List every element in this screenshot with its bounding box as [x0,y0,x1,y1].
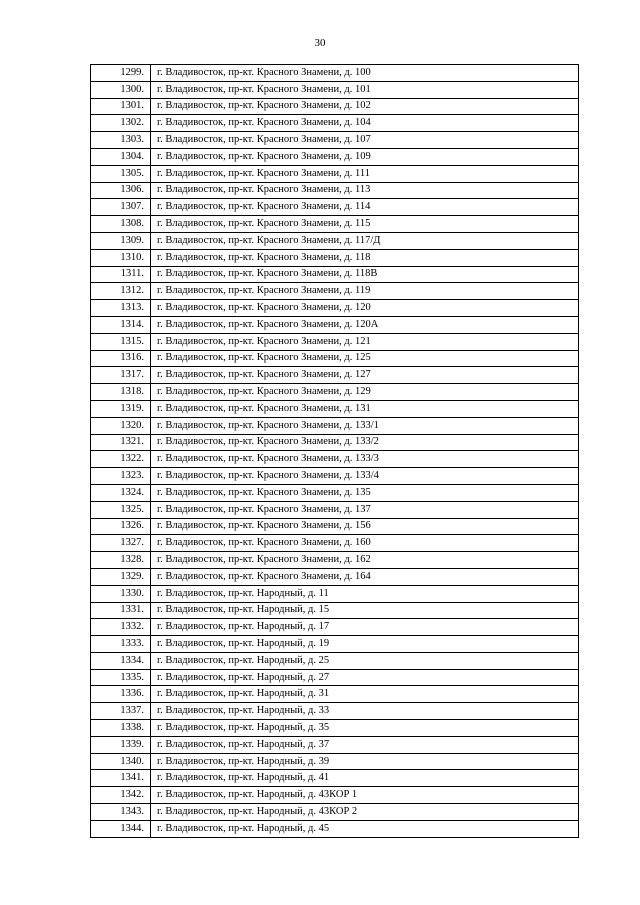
row-address: г. Владивосток, пр-кт. Народный, д. 39 [151,753,579,770]
row-address: г. Владивосток, пр-кт. Красного Знамени, д. 118В [151,266,579,283]
row-number: 1332. [91,619,151,636]
table-row [91,787,579,804]
table-row [91,518,579,535]
row-number: 1303. [91,132,151,149]
row-address: г. Владивосток, пр-кт. Красного Знамени, д. 101 [151,81,579,98]
row-number: 1334. [91,652,151,669]
row-number: 1318. [91,384,151,401]
table-row [91,484,579,501]
row-number: 1300. [91,81,151,98]
row-number: 1335. [91,669,151,686]
row-number: 1315. [91,333,151,350]
table-row [91,182,579,199]
table-row [91,283,579,300]
row-number: 1331. [91,602,151,619]
row-number: 1328. [91,552,151,569]
row-address: г. Владивосток, пр-кт. Красного Знамени, д. 131 [151,400,579,417]
table-row [91,501,579,518]
row-address: г. Владивосток, пр-кт. Красного Знамени, д. 117/Д [151,232,579,249]
table-row [91,703,579,720]
row-number: 1311. [91,266,151,283]
table-row [91,98,579,115]
row-address: г. Владивосток, пр-кт. Красного Знамени, д. 104 [151,115,579,132]
table-row [91,820,579,837]
table-row [91,266,579,283]
row-address: г. Владивосток, пр-кт. Красного Знамени, д. 125 [151,350,579,367]
row-address: г. Владивосток, пр-кт. Красного Знамени, д. 102 [151,98,579,115]
table-row [91,165,579,182]
row-address: г. Владивосток, пр-кт. Народный, д. 35 [151,720,579,737]
table-row [91,65,579,82]
row-number: 1322. [91,451,151,468]
row-number: 1301. [91,98,151,115]
table-row [91,619,579,636]
row-number: 1321. [91,434,151,451]
table-row [91,468,579,485]
row-address: г. Владивосток, пр-кт. Красного Знамени, д. 129 [151,384,579,401]
row-number: 1342. [91,787,151,804]
row-number: 1325. [91,501,151,518]
table-row [91,148,579,165]
table-row [91,316,579,333]
row-address: г. Владивосток, пр-кт. Народный, д. 33 [151,703,579,720]
table-row [91,686,579,703]
row-number: 1338. [91,720,151,737]
table-row [91,115,579,132]
row-number: 1324. [91,484,151,501]
row-address: г. Владивосток, пр-кт. Народный, д. 43КОР 1 [151,787,579,804]
table-row [91,384,579,401]
row-number: 1337. [91,703,151,720]
row-number: 1309. [91,232,151,249]
row-number: 1323. [91,468,151,485]
row-address: г. Владивосток, пр-кт. Народный, д. 17 [151,619,579,636]
table-row [91,770,579,787]
table-row [91,451,579,468]
row-number: 1312. [91,283,151,300]
table-row [91,753,579,770]
table-row [91,652,579,669]
table-row [91,249,579,266]
row-address: г. Владивосток, пр-кт. Красного Знамени, д. 107 [151,132,579,149]
row-number: 1340. [91,753,151,770]
row-number: 1341. [91,770,151,787]
row-number: 1302. [91,115,151,132]
row-address: г. Владивосток, пр-кт. Красного Знамени, д. 111 [151,165,579,182]
row-number: 1336. [91,686,151,703]
table-row [91,350,579,367]
row-address: г. Владивосток, пр-кт. Красного Знамени, д. 133/4 [151,468,579,485]
row-address: г. Владивосток, пр-кт. Красного Знамени, д. 133/3 [151,451,579,468]
table-row [91,720,579,737]
row-number: 1326. [91,518,151,535]
row-number: 1327. [91,535,151,552]
row-number: 1299. [91,65,151,82]
table-row [91,804,579,821]
row-address: г. Владивосток, пр-кт. Народный, д. 11 [151,585,579,602]
table-row [91,132,579,149]
table-row [91,216,579,233]
row-address: г. Владивосток, пр-кт. Народный, д. 31 [151,686,579,703]
row-number: 1313. [91,300,151,317]
table-row [91,199,579,216]
row-address: г. Владивосток, пр-кт. Народный, д. 19 [151,636,579,653]
table-row [91,333,579,350]
table-row [91,602,579,619]
row-address: г. Владивосток, пр-кт. Красного Знамени, д. 121 [151,333,579,350]
row-address: г. Владивосток, пр-кт. Народный, д. 25 [151,652,579,669]
row-address: г. Владивосток, пр-кт. Народный, д. 41 [151,770,579,787]
row-address: г. Владивосток, пр-кт. Красного Знамени, д. 162 [151,552,579,569]
row-address: г. Владивосток, пр-кт. Красного Знамени, д. 133/2 [151,434,579,451]
row-address: г. Владивосток, пр-кт. Красного Знамени, д. 156 [151,518,579,535]
row-address: г. Владивосток, пр-кт. Красного Знамени, д. 100 [151,65,579,82]
row-address: г. Владивосток, пр-кт. Красного Знамени, д. 114 [151,199,579,216]
row-number: 1344. [91,820,151,837]
row-number: 1310. [91,249,151,266]
row-number: 1314. [91,316,151,333]
table-row [91,552,579,569]
row-number: 1339. [91,736,151,753]
table-row [91,81,579,98]
row-address: г. Владивосток, пр-кт. Красного Знамени, д. 115 [151,216,579,233]
table-row [91,585,579,602]
row-address: г. Владивосток, пр-кт. Народный, д. 37 [151,736,579,753]
row-address: г. Владивосток, пр-кт. Красного Знамени, д. 120 [151,300,579,317]
table-row [91,568,579,585]
row-address: г. Владивосток, пр-кт. Народный, д. 45 [151,820,579,837]
row-number: 1307. [91,199,151,216]
row-number: 1320. [91,417,151,434]
row-number: 1308. [91,216,151,233]
row-address: г. Владивосток, пр-кт. Красного Знамени, д. 119 [151,283,579,300]
address-table-body [91,65,579,838]
row-number: 1330. [91,585,151,602]
row-address: г. Владивосток, пр-кт. Красного Знамени, д. 133/1 [151,417,579,434]
table-row [91,232,579,249]
table-row [91,434,579,451]
table-row [91,367,579,384]
address-table [90,64,579,838]
row-address: г. Владивосток, пр-кт. Красного Знамени, д. 137 [151,501,579,518]
table-row [91,636,579,653]
row-address: г. Владивосток, пр-кт. Красного Знамени, д. 160 [151,535,579,552]
row-address: г. Владивосток, пр-кт. Красного Знамени, д. 135 [151,484,579,501]
row-number: 1319. [91,400,151,417]
row-number: 1329. [91,568,151,585]
row-address: г. Владивосток, пр-кт. Красного Знамени, д. 164 [151,568,579,585]
table-row [91,736,579,753]
row-address: г. Владивосток, пр-кт. Красного Знамени, д. 120А [151,316,579,333]
row-number: 1316. [91,350,151,367]
row-number: 1305. [91,165,151,182]
row-number: 1317. [91,367,151,384]
row-address: г. Владивосток, пр-кт. Народный, д. 43КОР 2 [151,804,579,821]
row-address: г. Владивосток, пр-кт. Народный, д. 15 [151,602,579,619]
row-address: г. Владивосток, пр-кт. Красного Знамени, д. 113 [151,182,579,199]
row-number: 1306. [91,182,151,199]
row-number: 1304. [91,148,151,165]
row-number: 1343. [91,804,151,821]
row-number: 1333. [91,636,151,653]
table-row [91,669,579,686]
page-number: 30 [314,37,326,49]
table-row [91,535,579,552]
table-row [91,417,579,434]
row-address: г. Владивосток, пр-кт. Красного Знамени, д. 118 [151,249,579,266]
row-address: г. Владивосток, пр-кт. Красного Знамени, д. 127 [151,367,579,384]
table-row [91,400,579,417]
row-address: г. Владивосток, пр-кт. Народный, д. 27 [151,669,579,686]
row-address: г. Владивосток, пр-кт. Красного Знамени, д. 109 [151,148,579,165]
table-row [91,300,579,317]
